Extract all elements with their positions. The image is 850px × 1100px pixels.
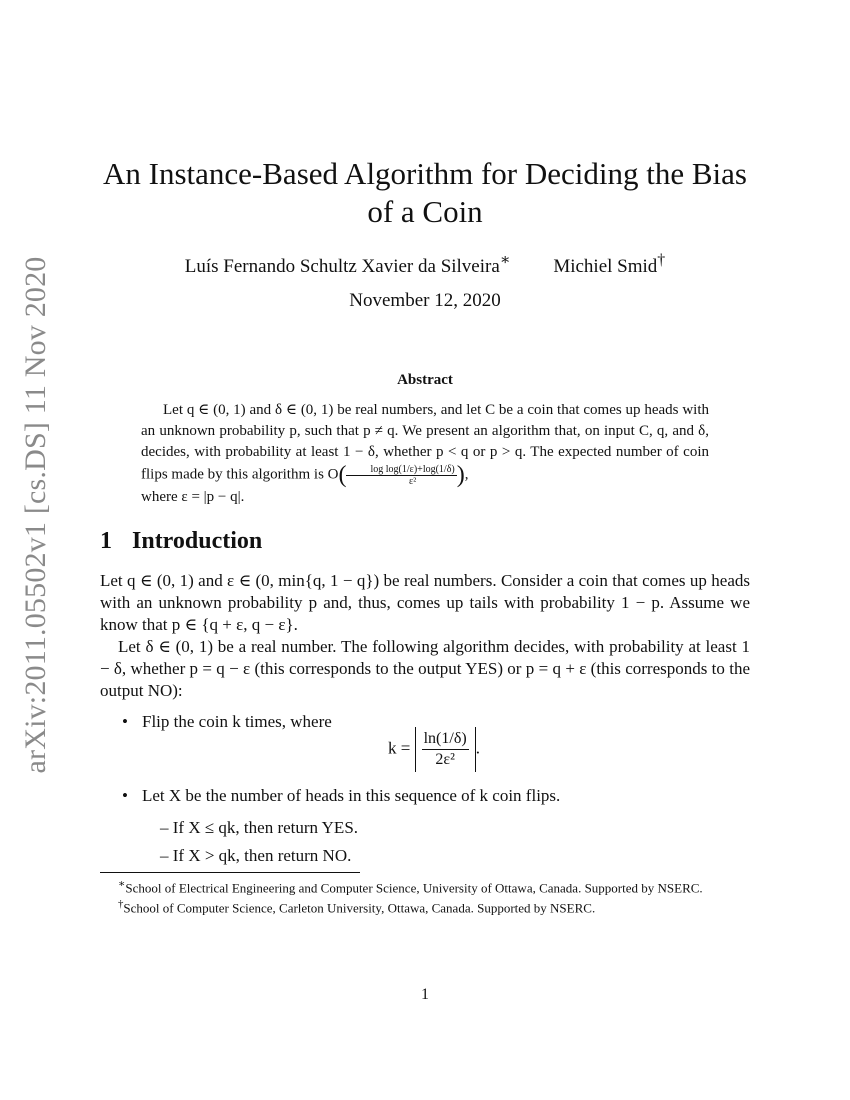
intro-paragraph-1: Let q ∈ (0, 1) and ε ∈ (0, min{q, 1 − q}) be real numbers. Consider a coin that comes up heads with an unknown probability p and, thus, comes up tails with probability 1 − p. Assume we know that p ∈ {q + ε, q − ε}. — [100, 571, 750, 634]
bullet-icon: • — [122, 712, 128, 731]
abstract-paragraph — [141, 400, 709, 487]
footnote-2 — [100, 896, 750, 916]
footnote-1-text: School of Electrical Engineering and Computer Science, University of Ottawa, Canada. Supported by NSERC. — [125, 880, 703, 896]
formula-period: . — [475, 738, 480, 758]
sub-list-item — [160, 846, 351, 866]
left-paren: ( — [338, 462, 347, 488]
footnote-2-text: School of Computer Science, Carleton University, Ottawa, Canada. Supported by NSERC. — [123, 900, 596, 916]
dash-icon: – — [160, 818, 169, 837]
intro-paragraph-2: Let δ ∈ (0, 1) be a real number. The following algorithm decides, with probability at least 1 − δ, whether p = q − ε (this corresponds to the output YES) or p = q + ε (this corresponds to the output NO): — [100, 637, 750, 700]
author-2-name: Michiel Smid — [553, 256, 658, 278]
author-1-name: Luís Fernando Schultz Xavier da Silveira — [184, 256, 500, 278]
abstract-text: Let q ∈ (0, 1) and δ ∈ (0, 1) be real numbers, and let C be a coin that comes up heads with an unknown probability p, such that p ≠ q. We present an algorithm that, on input C, q, and δ, decides, with probability at least 1 − δ, whether p < q or p > q. The expected number of coin flips made by this algorithm is O — [141, 402, 709, 483]
section-heading — [100, 528, 262, 555]
arxiv-identifier: arXiv:2011.05502v1 [cs.DS] 11 Nov 2020 — [19, 256, 52, 774]
author-1 — [184, 252, 511, 278]
intro-body — [100, 570, 750, 702]
fraction-denominator: ε² — [409, 475, 417, 487]
formula-lhs: k = — [388, 738, 411, 758]
footnote-rule — [100, 872, 360, 873]
footnote-1 — [100, 876, 750, 896]
sub-item-text: If X ≤ qk, then return YES. — [172, 818, 359, 837]
sub-list-item — [160, 818, 358, 838]
dash-icon: – — [160, 846, 169, 865]
display-formula — [388, 727, 480, 772]
author-line — [100, 250, 750, 278]
ceiling-fraction — [415, 727, 476, 772]
fraction-numerator: log log(1/ε)+log(1/δ) — [346, 464, 456, 476]
section-title: Introduction — [132, 528, 263, 554]
list-item-text: Flip the coin k times, where — [142, 712, 332, 731]
abstract-heading: Abstract — [397, 372, 453, 388]
section-number: 1 — [100, 528, 112, 554]
paper-date: November 12, 2020 — [349, 290, 501, 311]
page-number: 1 — [421, 986, 429, 1003]
author-2-mark: † — [657, 252, 666, 269]
bullet-icon: • — [122, 786, 128, 805]
author-1-mark: ∗ — [499, 252, 511, 269]
abstract-comma: , — [464, 466, 469, 483]
paper-title: An Instance-Based Algorithm for Deciding the Bias of a Coin — [103, 156, 747, 229]
footnote-1-mark: ∗ — [118, 878, 126, 890]
formula-denominator: 2ε² — [435, 751, 455, 768]
footnote-2-mark: † — [118, 898, 124, 911]
right-paren: ) — [456, 462, 465, 488]
list-item-text: Let X be the number of heads in this sequence of k coin flips. — [142, 786, 561, 805]
abstract-body — [141, 400, 709, 508]
sub-item-text: If X > qk, then return NO. — [172, 846, 352, 865]
complexity-fraction — [346, 464, 456, 487]
arxiv-sidebar — [16, 256, 56, 774]
abstract-last-line: where ε = |p − q|. — [141, 489, 245, 505]
formula-numerator: ln(1/δ) — [422, 729, 469, 750]
footnotes — [100, 876, 750, 917]
author-2 — [553, 252, 666, 278]
